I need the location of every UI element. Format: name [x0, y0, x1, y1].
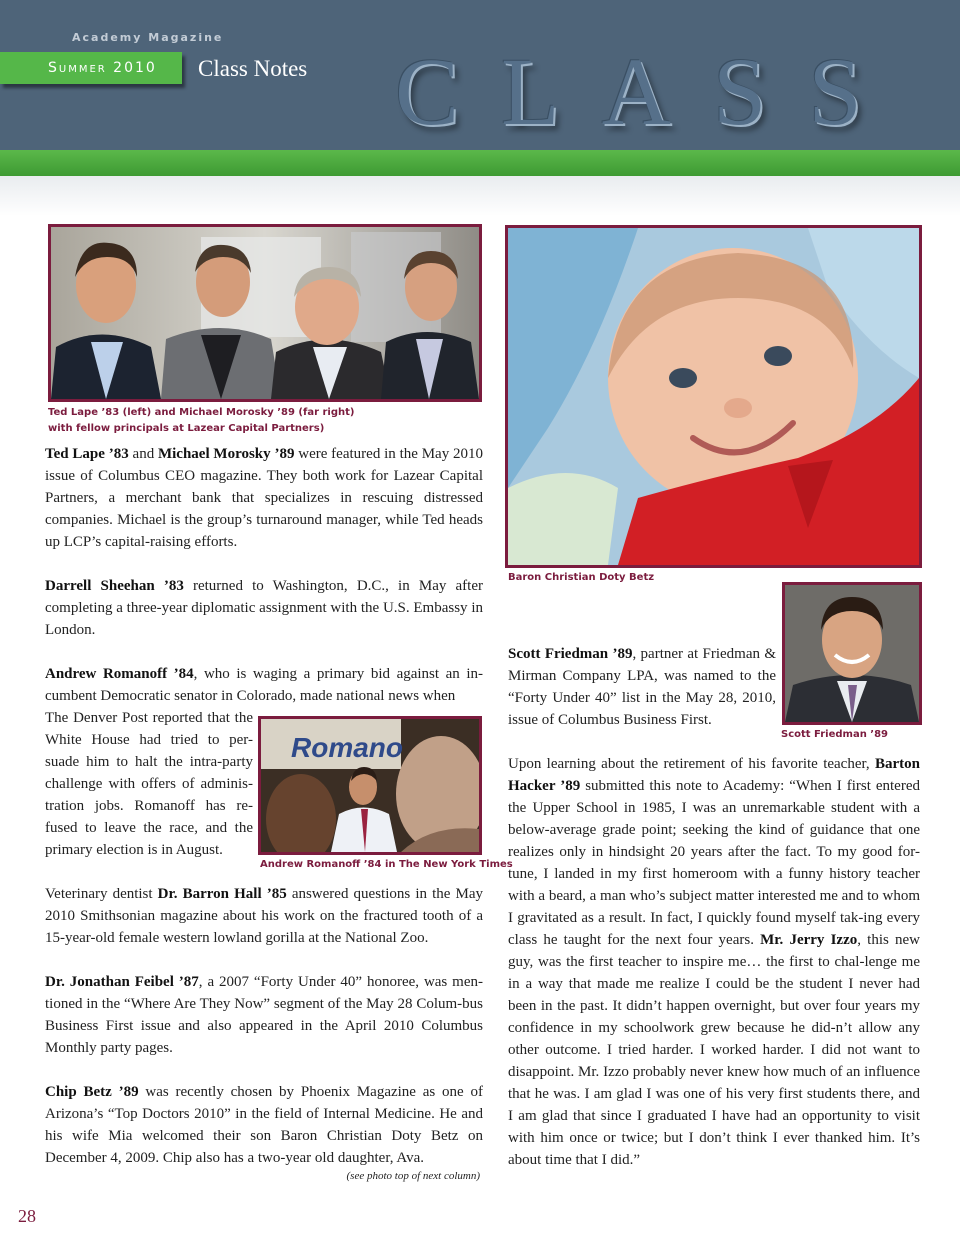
name-chip-betz: Chip Betz ’89 [45, 1084, 139, 1100]
photo-baby [505, 225, 922, 568]
publication-name: Academy Magazine [72, 31, 224, 44]
note-betz: Chip Betz ’89 was recently chosen by Phoenix Magazine as one of Arizona’s “Top Doctors 2010” in the field of Internal Medicine. He and his wife Mia welcomed their son Baron Christian Doty Betz on December 4, 2009. Chip also has a two-year old daughter, Ava. [45, 1084, 483, 1166]
note-feibel: Dr. Jonathan Feibel ’87, a 2007 “Forty Under 40” honoree, was men-tioned in the “Where Are They Now” segment of the May 28 Colum-bus Business First issue and also appeared in the April 2010 Columbus Monthly party pages. [45, 974, 483, 1056]
note-romanoff-intro: Andrew Romanoff ’84, who is waging a primary bid against an in-cumbent Democratic senator in Colorado, made national news when [45, 666, 483, 704]
note-hall: Veterinary dentist Dr. Barron Hall ’85 answered questions in the May 2010 Smithsonian magazine about his work on the fractured tooth of a 15-year-old female western lowland gorilla at the National Zoo. [45, 886, 483, 946]
name-jerry-izzo: Mr. Jerry Izzo [760, 932, 858, 948]
name-michael-morosky: Michael Morosky ’89 [157, 446, 295, 462]
name-jonathan-feibel: Dr. Jonathan Feibel ’87 [45, 974, 199, 990]
header-fade [0, 176, 960, 216]
name-barron-hall: Dr. Barron Hall ’85 [157, 886, 287, 902]
page-number: 28 [18, 1206, 36, 1226]
name-ted-lape: Ted Lape ’83 [45, 446, 129, 462]
note-sheehan: Darrell Sheehan ’83 returned to Washington, D.C., in May after completing a three-year diplomatic assignment with the U.S. Embassy in London. [45, 578, 483, 638]
photo-lazear-principals [48, 224, 482, 402]
section-title: Class Notes [198, 56, 308, 81]
friedman-photo-illustration [785, 585, 919, 722]
name-scott-friedman: Scott Friedman ’89 [508, 646, 633, 662]
baby-photo-illustration [508, 228, 919, 565]
group-photo-illustration [51, 227, 479, 399]
romanoff-campaign-sign: Romano [291, 732, 403, 763]
caption-romanoff: Andrew Romanoff ’84 in The New York Times [260, 859, 513, 870]
romanoff-photo-illustration [261, 719, 479, 852]
big-section-word: CLASS [395, 38, 904, 145]
caption-principals-line2: with fellow principals at Lazear Capital Partners) [48, 423, 325, 434]
header-green-stripe [0, 150, 960, 176]
name-andrew-romanoff: Andrew Romanoff ’84 [45, 666, 194, 682]
caption-principals-line1: Ted Lape ’83 (left) and Michael Morosky ’89 (far right) [48, 407, 355, 418]
note-romanoff-body: The Denver Post reported that the White House had tried to per-suade him to halt the intra-party challenge with offers of adminis-tration jobs. Romanoff has re-fused to leave the race, and the primary election is in August. [45, 710, 253, 858]
note-friedman: Scott Friedman ’89, partner at Friedman & Mirman Company LPA, was named to the “Forty Under 40” list in the May 28, 2010, issue of Columbus Business First. [508, 646, 776, 728]
caption-principals [48, 405, 488, 437]
issue-label: Summer 2010 [0, 52, 182, 84]
name-barton-hacker: Barton Hacker ’89 [508, 756, 920, 794]
photo-andrew-romanoff [258, 716, 482, 855]
note-hacker: Upon learning about the retirement of his favorite teacher, Barton Hacker ’89 submitted this note to Academy: “When I first entered the Upper School in 1985, I was an unremarkable student with a below-average grade point; seeking the kind of guidance that one realizes only in hindsight 20 years after the fact. To my good for-tune, I landed in my first homeroom with a funny history teacher with a beard, a man who’s subject matter interested me and to whom I gravitated as a result. In fact, I quickly found myself tak-ing every class he taught for the next four years. Mr. Jerry Izzo, this new guy, was the first teacher to inspire me… the first to chal-lenge me in a way that made me realize I could be the student I never had been in the past. It didn’t happen overnight, but over four years my confidence in my schoolwork grew because he did-n’t allow any other outcome. I tried harder. I worked harder. I did not want to disappoint. Mr. Izzo probably never knew how much of an influence that he was. I am glad I was one of his very first students there, and I am glad that since I graduated I have had an opportunity to visit with him once or twice; but I don’t think I ever thanked him. It’s about time that I did.” [508, 756, 920, 1168]
caption-baby: Baron Christian Doty Betz [508, 572, 655, 583]
name-darrell-sheehan: Darrell Sheehan ’83 [45, 578, 184, 594]
photo-scott-friedman [782, 582, 922, 725]
note-lape-morosky: Ted Lape ’83 and Michael Morosky ’89 were featured in the May 2010 issue of Columbus CEO magazine. They both work for Lazear Capital Partners, a merchant bank that specializes in rescuing distressed companies. Michael is the group’s turnaround manager, while Ted heads up LCP’s capital-raising efforts. [45, 446, 483, 550]
see-photo-note: (see photo top of next column) [346, 1170, 480, 1182]
caption-friedman: Scott Friedman ’89 [781, 729, 889, 740]
